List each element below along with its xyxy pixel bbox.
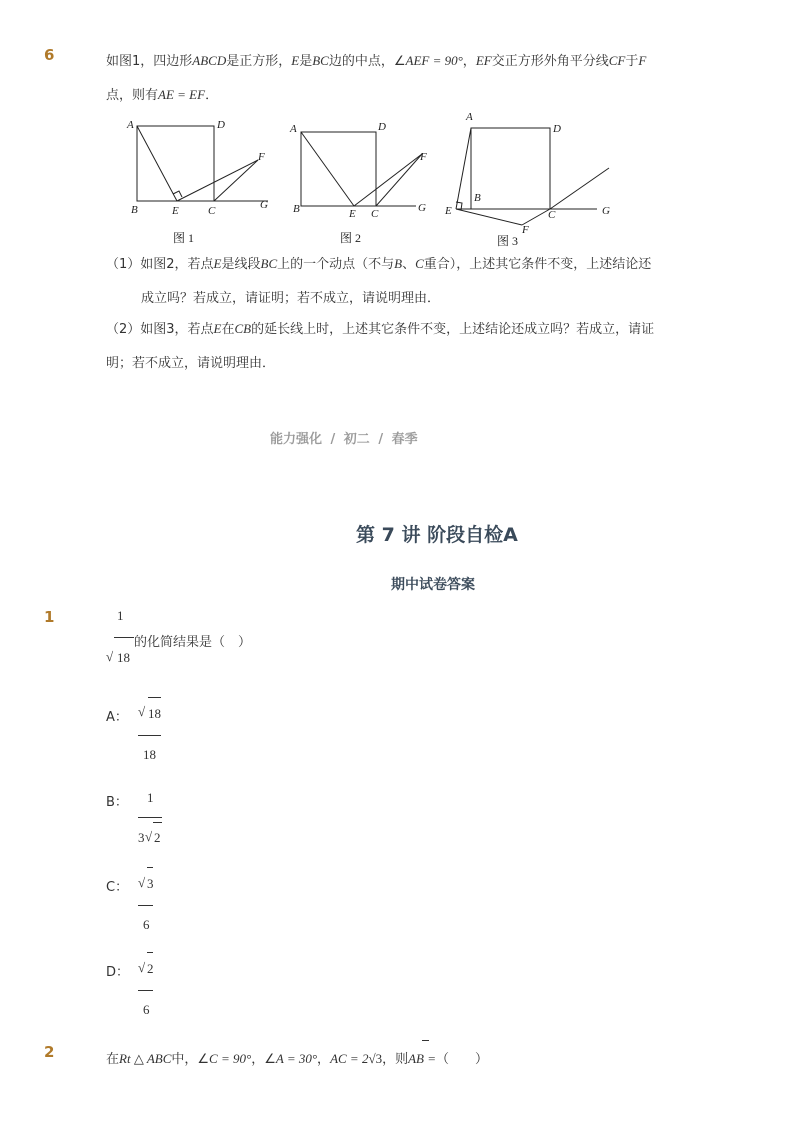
math: Rt △ ABC	[119, 1051, 172, 1066]
math: F	[638, 53, 647, 68]
q1-option-b-label: B：	[106, 795, 128, 810]
option-b-vinculum	[153, 822, 162, 823]
text: （ ）	[436, 1052, 489, 1067]
text: 、	[402, 257, 416, 272]
math: AE = EF	[158, 87, 206, 102]
option-b-sqrt-sign: √	[145, 829, 153, 844]
segment-cf	[376, 154, 422, 206]
math: EF	[475, 53, 492, 68]
text: ，	[317, 1052, 331, 1067]
text: 在	[221, 322, 235, 337]
segment-ef	[456, 209, 522, 225]
q1-option-b-numerator: 1	[147, 790, 154, 805]
lecture-title: 第 7 讲 阶段自检A	[356, 524, 518, 546]
math: B	[394, 256, 403, 271]
q1-option-a-numerator: 18	[148, 706, 161, 721]
question-number-1: 1	[44, 608, 55, 626]
fig3-label-c: C	[548, 209, 556, 221]
answer-title: 期中试卷答案	[391, 577, 475, 593]
text: 是	[299, 54, 313, 69]
q1-option-c-numerator: 3	[147, 876, 154, 891]
fig3-label-b: B	[474, 192, 481, 204]
text: 如图1，四边形	[106, 54, 193, 69]
text: （2）如图3，若点	[106, 322, 214, 337]
text: 是正方形，	[226, 54, 292, 69]
fig2-caption: 图 2	[340, 231, 362, 245]
option-d-vinculum	[147, 952, 153, 953]
q1-option-d-numerator: 2	[147, 961, 154, 976]
text: 边的中点，∠	[328, 54, 406, 69]
q1-fraction-bar	[114, 637, 134, 638]
sqrt-sign: √	[368, 1051, 376, 1066]
math: E	[213, 256, 222, 271]
fig1-label-e: E	[172, 205, 179, 217]
option-c-fraction-bar	[138, 905, 153, 906]
q6-part1-line2: 成立吗？若成立，请证明；若不成立，请说明理由．	[141, 291, 441, 306]
q1-option-a-label: A：	[106, 710, 128, 725]
fig2-label-a: A	[290, 123, 297, 135]
text: 中，∠	[171, 1052, 210, 1067]
text: 在	[106, 1052, 120, 1067]
text: 于	[625, 54, 639, 69]
option-c-sqrt-sign: √	[138, 875, 146, 890]
square-abcd	[471, 128, 550, 209]
q2-vinculum	[422, 1040, 429, 1041]
fig2-label-c: C	[371, 208, 379, 220]
text: 是线段	[221, 257, 261, 272]
q1-fraction-numerator: 1	[117, 608, 124, 623]
option-a-sqrt-sign: √	[138, 704, 146, 719]
fig2-label-b: B	[293, 203, 300, 215]
q1-option-d-label: D：	[106, 965, 130, 980]
text: ，∠	[251, 1052, 276, 1067]
q6-part2-line1	[106, 318, 654, 337]
math: ABCD	[192, 53, 227, 68]
q1-fraction-denominator: 18	[117, 650, 130, 665]
text: 重合），上述其它条件不变，上述结论还	[423, 257, 652, 272]
q1-question-text: 的化简结果是（ ）	[134, 635, 252, 650]
option-b-fraction-bar	[138, 817, 162, 818]
fig2-label-f: F	[420, 151, 427, 163]
fig3-caption: 图 3	[497, 234, 519, 248]
text: ．	[205, 88, 219, 103]
segment-fc	[522, 209, 550, 225]
q1-option-c-label: C：	[106, 880, 129, 895]
figure-3	[456, 128, 609, 225]
math: CF	[608, 53, 626, 68]
math: AC = 2	[330, 1051, 369, 1066]
math: C	[415, 256, 424, 271]
question-number-2: 2	[44, 1043, 55, 1061]
fig1-label-f: F	[258, 151, 265, 163]
text: 上的一个动点（不与	[277, 257, 395, 272]
math: AB =	[408, 1051, 437, 1066]
option-c-vinculum	[147, 867, 153, 868]
option-a-fraction-bar	[138, 735, 161, 736]
fig1-label-c: C	[208, 205, 216, 217]
math: 3	[375, 1051, 383, 1066]
math: BC	[312, 53, 329, 68]
fig3-label-a: A	[466, 111, 473, 123]
fig3-label-f: F	[522, 224, 529, 236]
text: （1）如图2，若点	[106, 257, 214, 272]
segment-ae	[301, 132, 354, 206]
q2-question-text	[106, 1048, 488, 1067]
fig2-label-g: G	[418, 202, 426, 214]
figure-2	[301, 132, 422, 206]
fig3-label-d: D	[553, 123, 561, 135]
segment-ef	[177, 160, 258, 201]
q1-option-c-denominator: 6	[143, 917, 150, 932]
q1-sqrt-sign: √	[106, 649, 114, 664]
question-number-6: 6	[44, 46, 55, 64]
math: BC	[260, 256, 278, 271]
segment-ae	[137, 126, 177, 201]
segment-ef	[354, 154, 422, 206]
text: ，则	[382, 1052, 409, 1067]
fig1-label-g: G	[260, 199, 268, 211]
text: 点，则有	[106, 88, 159, 103]
segment-cf	[214, 160, 258, 201]
q1-option-b-denominator-rad: 2	[154, 830, 161, 845]
segment-ae	[456, 128, 471, 209]
bisector-ray	[550, 168, 609, 209]
q1-option-d-denominator: 6	[143, 1002, 150, 1017]
q6-part1-line1	[106, 253, 651, 272]
fig3-label-e: E	[445, 205, 452, 217]
fig3-label-g: G	[602, 205, 610, 217]
text: 交正方形外角平分线	[491, 54, 609, 69]
option-a-vinculum	[148, 697, 161, 698]
q6-statement-line2	[106, 84, 218, 103]
text: ，	[462, 54, 476, 69]
q1-option-a-denominator: 18	[143, 747, 156, 762]
math: E	[291, 53, 300, 68]
math: CB	[234, 321, 252, 336]
fig1-label-a: A	[127, 119, 134, 131]
fig1-caption: 图 1	[173, 231, 195, 245]
fig1-label-d: D	[217, 119, 225, 131]
page-footer: 能力强化 / 初二 / 春季	[270, 432, 418, 447]
math: AEF = 90°	[405, 53, 463, 68]
math: A = 30°	[275, 1051, 318, 1066]
figure-1	[137, 126, 268, 201]
q1-option-b-denominator-coef: 3	[138, 830, 145, 845]
q6-statement-line1	[106, 50, 646, 69]
q6-part2-line2: 明；若不成立，请说明理由．	[106, 356, 276, 371]
square-abcd	[301, 132, 376, 206]
math: C = 90°	[209, 1051, 252, 1066]
text: 的延长线上时，上述其它条件不变，上述结论还成立吗？若成立，请证	[251, 322, 655, 337]
math: E	[213, 321, 222, 336]
fig2-label-e: E	[349, 208, 356, 220]
option-d-fraction-bar	[138, 990, 153, 991]
option-d-sqrt-sign: √	[138, 960, 146, 975]
fig2-label-d: D	[378, 121, 386, 133]
square-abcd	[137, 126, 214, 201]
fig1-label-b: B	[131, 204, 138, 216]
